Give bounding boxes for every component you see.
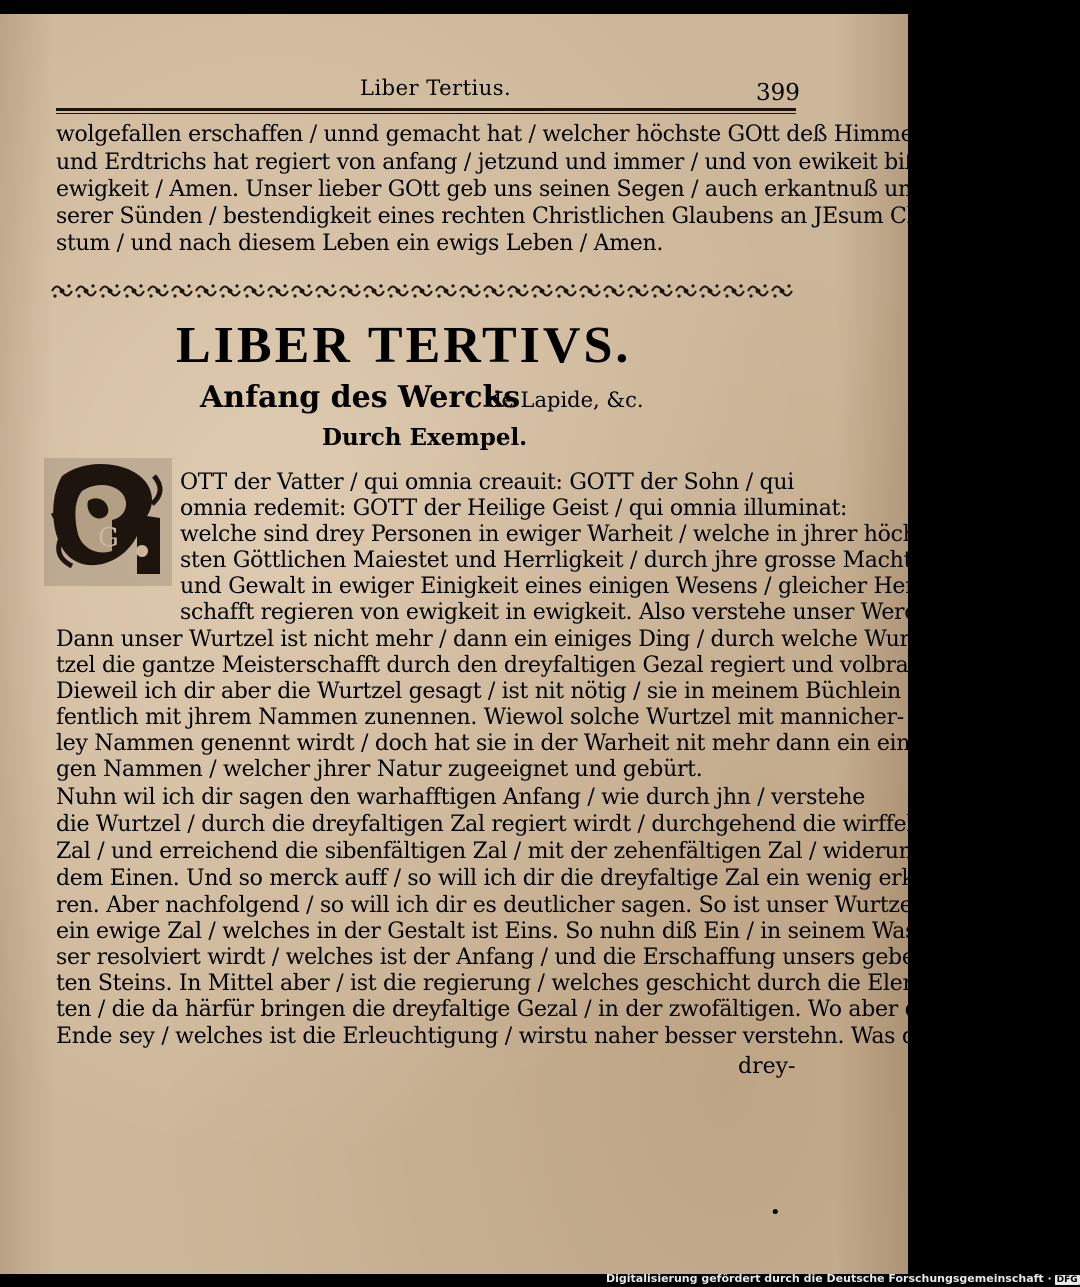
text-line: ley Nammen genennt wirdt / doch hat sie in der Warheit nit mehr dann ein eini- xyxy=(56,731,925,756)
text-line: tzel die gantze Meisterschafft durch den dreyfaltigen Gezal regiert und volbracht wirt. xyxy=(56,653,1001,678)
text-line: die Wurtzel / durch die dreyfaltigen Zal regiert wirdt / durchgehend die wirffellige xyxy=(56,812,954,837)
ornament-fleuron-icon xyxy=(530,279,554,303)
book-title: LIBER TERTIVS. xyxy=(176,317,632,374)
ornament-fleuron-icon xyxy=(362,279,386,303)
text-line: ein ewige Zal / welches in der Gestalt ist Eins. So nuhn diß Ein / in seinem Was- xyxy=(56,919,924,944)
text-line: und Erdtrichs hat regiert von anfang / jetzund und immer / und von ewikeit biß zu xyxy=(56,150,951,175)
ornament-fleuron-icon xyxy=(674,279,698,303)
ornament-fleuron-icon xyxy=(506,279,530,303)
ornament-fleuron-icon xyxy=(698,279,722,303)
section-title-latin: de Lapide, &c. xyxy=(488,388,644,412)
text-line: ewigkeit / Amen. Unser lieber GOtt geb uns seinen Segen / auch erkantnuß un- xyxy=(56,177,920,202)
ornament-fleuron-icon xyxy=(578,279,602,303)
text-line: Ende sey / welches ist die Erleuchtigung / wirstu naher besser verstehn. Was die xyxy=(56,1024,936,1049)
drop-cap-letter: G xyxy=(98,523,119,553)
header-rule xyxy=(56,108,796,111)
ornament-fleuron-icon xyxy=(746,279,770,303)
text-line: omnia redemit: GOTT der Heilige Geist / qui omnia illuminat: xyxy=(180,496,848,521)
text-line: Zal / und erreichend die sibenfältigen Zal / mit der zehenfältigen Zal / widerumm in xyxy=(56,839,968,864)
text-line: gen Nammen / welcher jhrer Natur zugeeignet und gebürt. xyxy=(56,757,703,782)
ornament-fleuron-icon xyxy=(602,279,626,303)
digitization-credit xyxy=(606,1272,1078,1287)
text-line: ser resolviert wirdt / welches ist der Anfang / und die Erschaffung unsers gebenedey- xyxy=(56,945,987,970)
catchword: drey- xyxy=(738,1054,796,1079)
text-line: ten / die da härfür bringen die dreyfaltige Gezal / in der zwofältigen. Wo aber das xyxy=(56,997,943,1022)
text-line: fentlich mit jhrem Nammen zunennen. Wiewol solche Wurtzel mit mannicher- xyxy=(56,705,904,730)
section-title: Anfang des Wercks xyxy=(200,380,521,415)
ornament-fleuron-icon xyxy=(554,279,578,303)
ornament-fleuron-icon xyxy=(626,279,650,303)
text-line: Nuhn wil ich dir sagen den warhafftigen Anfang / wie durch jhn / verstehe xyxy=(56,785,865,810)
running-title: Liber Tertius. xyxy=(360,76,512,100)
ornament-fleuron-icon xyxy=(146,279,170,303)
ornament-fleuron-icon xyxy=(194,279,218,303)
credit-text: Digitalisierung gefördert durch die Deutsche Forschungsgemeinschaft · xyxy=(606,1272,1052,1285)
text-line: welche sind drey Personen in ewiger Warheit / welche in jhrer höch- xyxy=(180,522,924,547)
ornament-fleuron-icon xyxy=(410,279,434,303)
text-line: wolgefallen erschaffen / unnd gemacht hat / welcher höchste GOtt deß Himmels xyxy=(56,122,932,147)
text-line: sten Göttlichen Maiestet und Herrligkeit / durch jhre grosse Macht xyxy=(180,548,913,573)
text-line: schafft regieren von ewigkeit in ewigkeit. Also verstehe unser Werck. xyxy=(180,600,937,625)
ornament-fleuron-icon xyxy=(170,279,194,303)
ornament-band xyxy=(50,279,796,303)
ornament-fleuron-icon xyxy=(722,279,746,303)
text-line: serer Sünden / bestendigkeit eines rechten Christlichen Glaubens an JEsum Chri- xyxy=(56,204,945,229)
text-line: Dann unser Wurtzel ist nicht mehr / dann ein einiges Ding / durch welche Wur- xyxy=(56,627,917,652)
text-line: Dieweil ich dir aber die Wurtzel gesagt / ist nit nötig / sie in meinem Büchlein of- xyxy=(56,679,935,704)
ornament-fleuron-icon xyxy=(386,279,410,303)
ornament-fleuron-icon xyxy=(482,279,506,303)
ornament-fleuron-icon xyxy=(242,279,266,303)
ornament-fleuron-icon xyxy=(314,279,338,303)
ornament-fleuron-icon xyxy=(218,279,242,303)
ornament-fleuron-icon xyxy=(458,279,482,303)
dfg-logo: DFG xyxy=(1056,1275,1078,1285)
text-line: ten Steins. In Mittel aber / ist die regierung / welches geschicht durch die Elemen- xyxy=(56,971,957,996)
ornament-fleuron-icon xyxy=(434,279,458,303)
text-line: ren. Aber nachfolgend / so will ich dir es deutlicher sagen. So ist unser Wurtzel xyxy=(56,893,920,918)
ink-speck-icon: • xyxy=(770,1202,781,1223)
header-rule-thin xyxy=(56,113,796,114)
ornament-fleuron-icon xyxy=(770,279,794,303)
ornament-fleuron-icon xyxy=(338,279,362,303)
ornament-fleuron-icon xyxy=(98,279,122,303)
text-line: OTT der Vatter / qui omnia creauit: GOTT der Sohn / qui xyxy=(180,470,794,495)
ornament-fleuron-icon xyxy=(122,279,146,303)
ornament-fleuron-icon xyxy=(290,279,314,303)
decorated-initial-icon xyxy=(42,456,174,588)
text-line: dem Einen. Und so merck auff / so will ich dir die dreyfaltige Zal ein wenig erkle- xyxy=(56,866,942,891)
section-subtitle: Durch Exempel. xyxy=(322,424,528,451)
page-number: 399 xyxy=(756,80,800,106)
ornament-fleuron-icon xyxy=(50,279,74,303)
ornament-fleuron-icon xyxy=(74,279,98,303)
text-line: und Gewalt in ewiger Einigkeit eines einigen Wesens / gleicher Herr- xyxy=(180,574,933,599)
text-line: stum / und nach diesem Leben ein ewigs Leben / Amen. xyxy=(56,231,664,256)
ornament-fleuron-icon xyxy=(266,279,290,303)
ornament-fleuron-icon xyxy=(650,279,674,303)
